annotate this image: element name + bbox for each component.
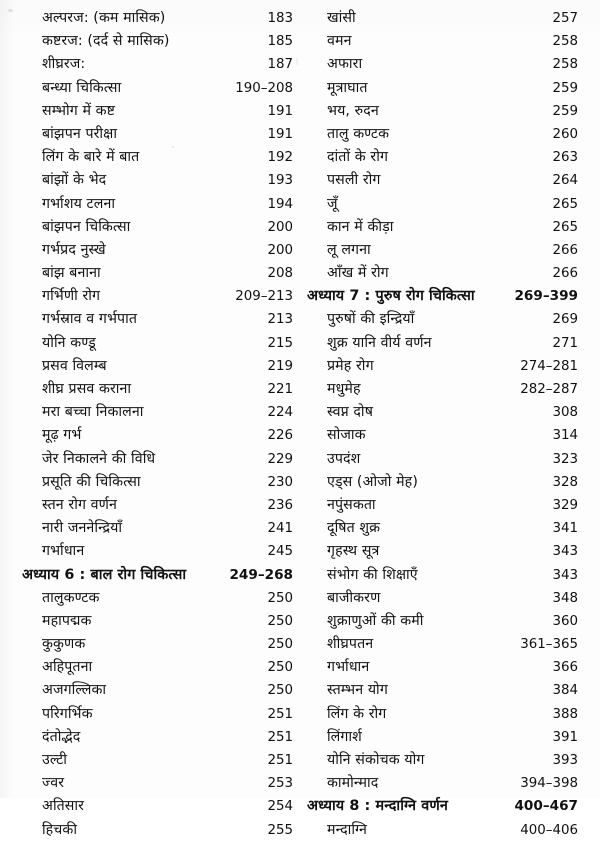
- toc-entry-row: [307, 494, 578, 517]
- toc-entry-row: [307, 100, 578, 123]
- toc-entry-row: [307, 7, 578, 30]
- toc-entry-row: [307, 471, 578, 494]
- entry-page-number: 259: [552, 103, 578, 119]
- entry-title: बन्ध्या चिकित्सा: [42, 79, 122, 96]
- toc-entry-row: [307, 679, 578, 702]
- entry-page-number: 265: [552, 196, 578, 212]
- toc-entry-row: [22, 239, 293, 262]
- entry-title: वमन: [327, 33, 352, 50]
- toc-entry-row: [22, 726, 293, 749]
- toc-entry-row: [22, 285, 293, 308]
- entry-page-number: 400–406: [520, 822, 578, 838]
- toc-entry-row: [22, 656, 293, 679]
- toc-entry-row: [22, 819, 293, 842]
- entry-page-number: 229: [267, 451, 293, 467]
- entry-page-number: 343: [552, 567, 578, 583]
- entry-title: मूत्राघात: [327, 79, 368, 96]
- entry-page-number: 258: [552, 34, 578, 50]
- entry-page-number: 393: [552, 753, 578, 768]
- entry-title: गर्भाधान: [327, 659, 370, 676]
- entry-page-number: 221: [267, 382, 293, 397]
- entry-title: शुक्र यानि वीर्य वर्णन: [327, 334, 432, 351]
- entry-title: हिचकी: [42, 821, 78, 838]
- entry-page-number: 271: [552, 335, 578, 351]
- entry-page-number: 384: [552, 683, 578, 699]
- entry-page-number: 329: [552, 497, 578, 513]
- chapter-page-range: 249–268: [229, 566, 293, 583]
- entry-page-number: 191: [267, 126, 293, 142]
- toc-entry-row: [22, 332, 293, 355]
- entry-page-number: 200: [267, 219, 293, 235]
- entry-title: तालुकण्टक: [42, 589, 100, 606]
- entry-title: गृहस्थ सूत्र: [327, 543, 380, 560]
- toc-entry-row: [307, 587, 578, 610]
- entry-title: बांझपन परीक्षा: [42, 125, 118, 142]
- toc-entry-row: [307, 378, 578, 401]
- entry-page-number: 257: [552, 11, 578, 26]
- toc-entry-row: [307, 239, 578, 262]
- entry-title: बांझ बनाना: [42, 265, 101, 282]
- entry-page-number: 230: [267, 474, 293, 490]
- entry-title: स्तम्भन योग: [327, 682, 388, 699]
- entry-page-number: 308: [552, 405, 578, 421]
- entry-page-number: 264: [552, 173, 578, 189]
- entry-title: गर्भप्रद नुस्खे: [42, 241, 106, 258]
- toc-entry-row: [307, 146, 578, 169]
- entry-title: योनि संकोचक योग: [327, 752, 425, 768]
- entry-title: महापद्मक: [42, 612, 92, 629]
- entry-page-number: 208: [267, 266, 293, 282]
- entry-page-number: 226: [267, 428, 293, 444]
- toc-entry-row: [22, 703, 293, 726]
- entry-title: स्तन रोग वर्णन: [42, 496, 117, 513]
- entry-title: दांतों के रोग: [327, 149, 389, 166]
- entry-title: कान में कीड़ा: [327, 218, 394, 235]
- entry-title: अल्परज: (कम मासिक): [42, 10, 166, 26]
- entry-page-number: 191: [267, 103, 293, 119]
- toc-entry-row: [22, 146, 293, 169]
- entry-page-number: 251: [267, 729, 293, 745]
- entry-title: लू लगना: [327, 241, 371, 258]
- entry-title: लिंग के रोग: [327, 705, 387, 722]
- entry-title: अतिसार: [42, 798, 85, 815]
- toc-entry-row: [22, 795, 293, 818]
- toc-entry-row: [307, 448, 578, 471]
- entry-title: प्रमेह रोग: [327, 357, 374, 374]
- entry-title: गर्भस्राव व गर्भपात: [42, 311, 138, 328]
- entry-title: शुक्राणुओं की कमी: [327, 612, 424, 629]
- chapter-title: अध्याय 7 : पुरुष रोग चिकित्सा: [307, 288, 475, 305]
- entry-title: मूढ़ गर्भ: [42, 427, 82, 444]
- toc-entry-row: [307, 517, 578, 540]
- entry-page-number: 366: [552, 660, 578, 676]
- chapter-page-range: 269–399: [514, 288, 578, 305]
- entry-title: पसली रोग: [327, 172, 381, 189]
- entry-title: भय, रुदन: [327, 102, 379, 119]
- entry-title: कामोन्माद: [327, 775, 379, 792]
- toc-entry-row: [22, 77, 293, 100]
- entry-page-number: 282–287: [520, 382, 578, 397]
- toc-column-left: [0, 7, 300, 838]
- toc-entry-row: [22, 772, 293, 795]
- toc-entry-row: [307, 726, 578, 749]
- entry-title: उल्टी: [42, 752, 68, 768]
- entry-page-number: 314: [552, 428, 578, 444]
- entry-title: सम्भोग में कष्ट: [42, 102, 116, 119]
- entry-page-number: 250: [267, 637, 293, 653]
- entry-page-number: 323: [552, 451, 578, 467]
- toc-entry-row: [307, 749, 578, 772]
- toc-entry-row: [307, 308, 578, 331]
- entry-page-number: 360: [552, 613, 578, 629]
- entry-page-number: 361–365: [520, 637, 578, 653]
- toc-entry-row: [307, 819, 578, 842]
- toc-entry-row: [22, 679, 293, 702]
- entry-page-number: 236: [267, 497, 293, 513]
- chapter-title: अध्याय 6 : बाल रोग चिकित्सा: [22, 566, 187, 583]
- entry-title: परिगर्भिक: [42, 705, 93, 722]
- entry-page-number: 194: [267, 196, 293, 212]
- entry-title: स्वप्न दोष: [327, 404, 373, 421]
- toc-entry-row: [22, 424, 293, 447]
- toc-entry-row: [22, 494, 293, 517]
- entry-page-number: 348: [552, 590, 578, 606]
- toc-entry-row: [307, 53, 578, 76]
- entry-page-number: 200: [267, 242, 293, 258]
- entry-title: बाजीकरण: [327, 589, 381, 606]
- entry-page-number: 250: [267, 590, 293, 606]
- toc-entry-row: [22, 448, 293, 471]
- toc-entry-row: [22, 355, 293, 378]
- toc-entry-row: [307, 703, 578, 726]
- toc-entry-row: [22, 517, 293, 540]
- toc-entry-row: [307, 610, 578, 633]
- entry-page-number: 209–213: [235, 289, 293, 305]
- entry-title: मधुमेह: [327, 381, 361, 397]
- entry-title: मन्दाग्नि: [327, 821, 368, 838]
- toc-entry-row: [307, 355, 578, 378]
- entry-title: नपुंसकता: [327, 496, 376, 513]
- entry-title: गर्भाधान: [42, 543, 85, 560]
- entry-title: प्रसव विलम्ब: [42, 357, 107, 374]
- entry-title: दूषित शुक्र: [327, 520, 381, 537]
- entry-title: मरा बच्चा निकालना: [42, 404, 144, 421]
- toc-entry-row: [22, 216, 293, 239]
- entry-title: उपदंश: [327, 450, 361, 467]
- entry-page-number: 192: [267, 150, 293, 166]
- toc-entry-row: [22, 123, 293, 146]
- entry-title: संभोग की शिक्षाएँ: [327, 566, 418, 583]
- entry-title: अजगल्लिका: [42, 682, 107, 699]
- entry-title: सोजाक: [327, 427, 366, 444]
- toc-entry-row: [307, 169, 578, 192]
- entry-title: आँख में रोग: [327, 265, 389, 282]
- entry-title: तालु कण्टक: [327, 125, 390, 142]
- entry-page-number: 265: [552, 219, 578, 235]
- entry-title: लिंगार्श: [327, 728, 362, 745]
- entry-page-number: 215: [267, 335, 293, 351]
- entry-title: अफारा: [327, 56, 363, 73]
- toc-entry-row: [22, 378, 293, 401]
- toc-entry-row: [307, 424, 578, 447]
- entry-page-number: 258: [552, 57, 578, 73]
- entry-title: जेर निकालने की विधि: [42, 450, 156, 467]
- entry-title: नारी जननेन्द्रियाँ: [42, 520, 123, 537]
- entry-page-number: 253: [267, 776, 293, 792]
- entry-page-number: 254: [267, 799, 293, 815]
- toc-entry-row: [22, 749, 293, 772]
- chapter-heading-row: [307, 285, 578, 308]
- toc-entry-row: [307, 262, 578, 285]
- entry-title: शीघ्रपतन: [327, 636, 374, 653]
- toc-entry-row: [22, 30, 293, 53]
- entry-page-number: 251: [267, 753, 293, 768]
- entry-page-number: 388: [552, 706, 578, 722]
- entry-page-number: 266: [552, 266, 578, 282]
- entry-title: योनि कण्डू: [42, 334, 96, 351]
- entry-title: शीघ्ररज:: [42, 56, 86, 73]
- toc-entry-row: [22, 262, 293, 285]
- toc-entry-row: [22, 169, 293, 192]
- toc-entry-row: [22, 7, 293, 30]
- entry-page-number: 251: [267, 706, 293, 722]
- entry-page-number: 193: [267, 173, 293, 189]
- entry-page-number: 224: [267, 405, 293, 421]
- entry-page-number: 187: [267, 57, 293, 73]
- chapter-page-range: 400–467: [514, 798, 578, 815]
- entry-page-number: 328: [552, 474, 578, 490]
- entry-page-number: 274–281: [520, 358, 578, 374]
- chapter-heading-row: [307, 795, 578, 818]
- toc-entry-row: [22, 610, 293, 633]
- toc-entry-row: [22, 587, 293, 610]
- toc-entry-row: [22, 53, 293, 76]
- entry-page-number: 185: [267, 34, 293, 50]
- entry-title: अहिपूतना: [42, 659, 93, 676]
- entry-page-number: 391: [552, 729, 578, 745]
- entry-page-number: 394–398: [520, 776, 578, 792]
- entry-title: खांसी: [327, 10, 356, 26]
- entry-page-number: 260: [552, 126, 578, 142]
- entry-page-number: 250: [267, 660, 293, 676]
- entry-page-number: 255: [267, 822, 293, 838]
- toc-entry-row: [307, 772, 578, 795]
- chapter-heading-row: [22, 564, 293, 587]
- toc-entry-row: [307, 633, 578, 656]
- toc-entry-row: [307, 540, 578, 563]
- toc-entry-row: [22, 193, 293, 216]
- entry-title: बांझपन चिकित्सा: [42, 218, 131, 235]
- entry-page-number: 259: [552, 80, 578, 96]
- entry-title: दंतोद्भेद: [42, 728, 81, 745]
- entry-title: कष्टरज: (दर्द से मासिक): [42, 33, 170, 50]
- entry-title: कुकुणक: [42, 636, 86, 653]
- toc-entry-row: [307, 216, 578, 239]
- entry-page-number: 213: [267, 312, 293, 328]
- entry-page-number: 190–208: [235, 80, 293, 96]
- toc-entry-row: [22, 401, 293, 424]
- entry-page-number: 250: [267, 613, 293, 629]
- toc-entry-row: [307, 77, 578, 100]
- toc-entry-row: [22, 540, 293, 563]
- toc-entry-row: [307, 123, 578, 146]
- entry-title: शीघ्र प्रसव कराना: [42, 381, 132, 397]
- entry-title: गर्भाशय टलना: [42, 195, 116, 212]
- toc-entry-row: [22, 100, 293, 123]
- entry-page-number: 219: [267, 358, 293, 374]
- toc-entry-row: [22, 308, 293, 331]
- entry-title: प्रसूति की चिकित्सा: [42, 473, 141, 490]
- toc-entry-row: [307, 564, 578, 587]
- entry-page-number: 269: [552, 312, 578, 328]
- entry-page-number: 341: [552, 521, 578, 537]
- entry-title: ज्वर: [42, 775, 65, 792]
- entry-title: लिंग के बारे में बात: [42, 149, 140, 166]
- entry-title: जूँ: [327, 195, 338, 212]
- toc-entry-row: [307, 193, 578, 216]
- toc-entry-row: [307, 401, 578, 424]
- entry-page-number: 183: [267, 11, 293, 26]
- toc-entry-row: [307, 30, 578, 53]
- chapter-title: अध्याय 8 : मन्दाग्नि वर्णन: [307, 798, 448, 815]
- entry-page-number: 266: [552, 242, 578, 258]
- entry-page-number: 263: [552, 150, 578, 166]
- toc-entry-row: [22, 471, 293, 494]
- entry-page-number: 343: [552, 544, 578, 560]
- entry-title: गर्भिणी रोग: [42, 288, 101, 305]
- toc-entry-row: [22, 633, 293, 656]
- entry-page-number: 250: [267, 683, 293, 699]
- entry-title: बांझों के भेद: [42, 172, 107, 189]
- entry-title: एड्स (ओजो मेह): [327, 473, 418, 490]
- toc-entry-row: [307, 656, 578, 679]
- entry-page-number: 241: [267, 521, 293, 537]
- entry-page-number: 245: [267, 544, 293, 560]
- toc-entry-row: [307, 332, 578, 355]
- toc-column-right: [300, 7, 600, 838]
- entry-title: पुरुषों की इन्द्रियाँ: [327, 311, 415, 328]
